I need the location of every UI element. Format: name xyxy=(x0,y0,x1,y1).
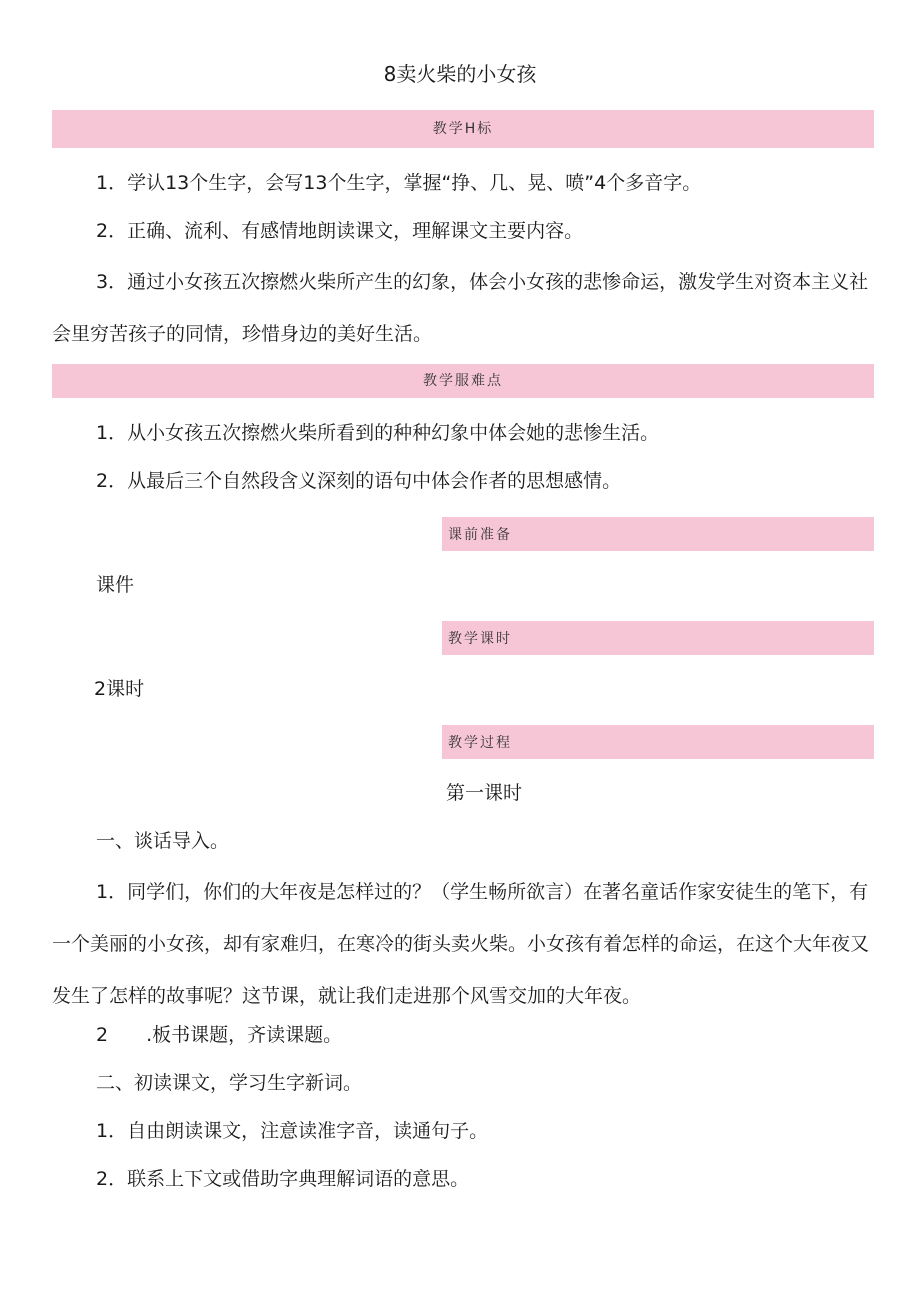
section-header-preparation: 课前准备 xyxy=(442,517,874,551)
section-header-objectives: 教学H标 xyxy=(52,110,874,148)
difficulty-item-1: 1．从小女孩五次擦燃火柴所看到的种种幻象中体会她的悲惨生活。 xyxy=(96,422,660,444)
difficulty-item-2: 2．从最后三个自然段含义深刻的语句中体会作者的思想感情。 xyxy=(96,470,622,492)
part1-item-2: 2 .板书课题，齐读课题。 xyxy=(96,1024,343,1046)
preparation-content: 课件 xyxy=(96,574,135,596)
objective-item-2: 2．正确、流利、有感情地朗读课文，理解课文主要内容。 xyxy=(96,220,584,242)
objective-item-3: 3．通过小女孩五次擦燃火柴所产生的幻象，体会小女孩的悲惨命运，激发学生对资本主义社会里穷苦孩子的同情，珍惜身边的美好生活。 xyxy=(52,271,869,345)
part1-item-1: 1．同学们，你们的大年夜是怎样过的？（学生畅所欲言）在著名童话作家安徒生的笔下，有一个美丽的小女孩，却有家难归，在寒冷的街头卖火柴。小女孩有着怎样的命运，在这个大年夜又发生了怎样的故事呢？这节课，就让我们走进那个风雪交加的大年夜。 xyxy=(52,881,870,1007)
part1-heading: 一、谈话导入。 xyxy=(96,830,230,852)
section-header-process: 教学过程 xyxy=(442,725,874,759)
part2-item-2: 2．联系上下文或借助字典理解词语的意思。 xyxy=(96,1168,470,1190)
hours-content: 2课时 xyxy=(94,678,145,700)
section-header-difficulties: 教学服难点 xyxy=(52,364,874,398)
document-title: 8卖火柴的小女孩 xyxy=(383,62,537,86)
objective-item-1: 1．学认13个生字，会写13个生字，掌握“挣、几、晃、喷”4个多音字。 xyxy=(96,172,702,194)
process-subtitle: 第一课时 xyxy=(446,782,523,804)
part2-heading: 二、初读课文，学习生字新词。 xyxy=(96,1072,363,1094)
part2-item-1: 1．自由朗读课文，注意读准字音，读通句子。 xyxy=(96,1120,489,1142)
section-header-hours: 教学课时 xyxy=(442,621,874,655)
